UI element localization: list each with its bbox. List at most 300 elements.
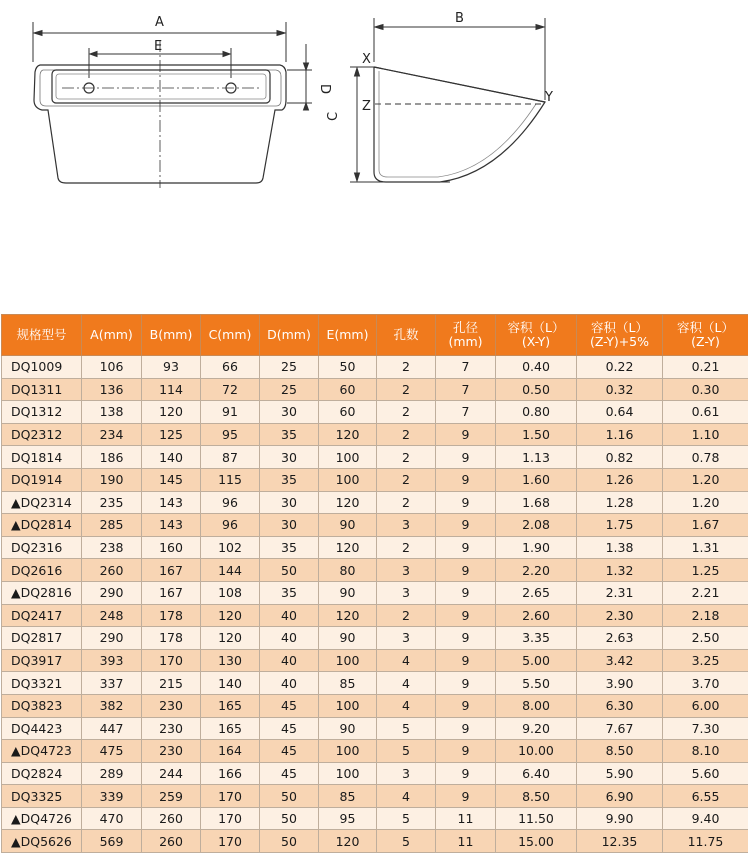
model-cell: DQ2316 — [2, 536, 82, 559]
table-body — [2, 356, 748, 853]
table-cell: 25 — [260, 356, 319, 379]
table-cell: 10.00 — [496, 740, 577, 763]
table-cell: 382 — [82, 694, 142, 717]
table-cell: 45 — [260, 717, 319, 740]
bucket-technical-drawing — [0, 0, 748, 215]
table-cell: 2.60 — [496, 604, 577, 627]
front-view — [33, 22, 312, 188]
table-cell: 30 — [260, 401, 319, 424]
dimension-c-label: C — [326, 112, 341, 121]
table-cell: 140 — [142, 446, 201, 469]
table-row — [2, 649, 748, 672]
table-cell: 248 — [82, 604, 142, 627]
table-row — [2, 762, 748, 785]
table-row — [2, 830, 748, 853]
table-cell: 230 — [142, 740, 201, 763]
model-cell: DQ2417 — [2, 604, 82, 627]
bucket-spec-table — [1, 314, 748, 853]
table-cell: 9 — [436, 672, 496, 695]
table-cell: 1.67 — [663, 514, 748, 537]
table-cell: 9 — [436, 491, 496, 514]
table-cell: 7.67 — [577, 717, 663, 740]
table-cell: 9 — [436, 423, 496, 446]
table-cell: 15.00 — [496, 830, 577, 853]
table-cell: 393 — [82, 649, 142, 672]
table-cell: 4 — [377, 694, 436, 717]
table-row — [2, 356, 748, 379]
side-view — [350, 18, 545, 182]
table-cell: 40 — [260, 627, 319, 650]
table-cell: 1.90 — [496, 536, 577, 559]
column-header — [82, 315, 142, 356]
table-cell: 2.30 — [577, 604, 663, 627]
table-cell: 339 — [82, 785, 142, 808]
table-cell: 8.50 — [496, 785, 577, 808]
dimension-b-label: B — [455, 11, 464, 26]
table-cell: 1.75 — [577, 514, 663, 537]
table-cell: 447 — [82, 717, 142, 740]
table-cell: 90 — [319, 581, 377, 604]
table-cell: 3.90 — [577, 672, 663, 695]
table-cell: 0.32 — [577, 378, 663, 401]
table-cell: 165 — [201, 717, 260, 740]
table-cell: 9 — [436, 604, 496, 627]
column-header-line: D(mm) — [260, 328, 318, 342]
table-cell: 3.25 — [663, 649, 748, 672]
table-cell: 100 — [319, 649, 377, 672]
table-cell: 3 — [377, 514, 436, 537]
table-cell: 9 — [436, 581, 496, 604]
column-header — [142, 315, 201, 356]
table-cell: 35 — [260, 581, 319, 604]
table-cell: 0.50 — [496, 378, 577, 401]
table-cell: 190 — [82, 468, 142, 491]
table-cell: 2 — [377, 378, 436, 401]
table-cell: 186 — [82, 446, 142, 469]
table-cell: 1.38 — [577, 536, 663, 559]
table-cell: 1.13 — [496, 446, 577, 469]
table-cell: 87 — [201, 446, 260, 469]
column-header — [201, 315, 260, 356]
table-cell: 260 — [82, 559, 142, 582]
table-cell: 0.82 — [577, 446, 663, 469]
table-cell: 100 — [319, 740, 377, 763]
table-cell: 0.40 — [496, 356, 577, 379]
table-cell: 6.90 — [577, 785, 663, 808]
table-cell: 0.78 — [663, 446, 748, 469]
table-cell: 2 — [377, 468, 436, 491]
table-cell: 3.70 — [663, 672, 748, 695]
table-cell: 143 — [142, 491, 201, 514]
table-cell: 0.64 — [577, 401, 663, 424]
table-cell: 337 — [82, 672, 142, 695]
table-cell: 11.50 — [496, 807, 577, 830]
table-cell: 230 — [142, 717, 201, 740]
column-header-line: A(mm) — [82, 328, 141, 342]
table-cell: 90 — [319, 627, 377, 650]
column-header-line: 孔数 — [377, 328, 435, 342]
table-cell: 1.32 — [577, 559, 663, 582]
table-cell: 120 — [201, 604, 260, 627]
table-cell: 100 — [319, 762, 377, 785]
column-header — [496, 315, 577, 356]
table-row — [2, 627, 748, 650]
model-cell: DQ3325 — [2, 785, 82, 808]
table-cell: 2 — [377, 401, 436, 424]
column-header-line: (mm) — [436, 335, 495, 349]
table-cell: 120 — [319, 536, 377, 559]
table-cell: 3 — [377, 627, 436, 650]
table-cell: 85 — [319, 785, 377, 808]
dimension-d-label: D — [317, 84, 332, 94]
table-cell: 0.21 — [663, 356, 748, 379]
table-cell: 8.10 — [663, 740, 748, 763]
column-header-line: 容积（L） — [577, 321, 662, 335]
table-cell: 40 — [260, 604, 319, 627]
table-cell: 2.18 — [663, 604, 748, 627]
table-cell: 2 — [377, 446, 436, 469]
table-cell: 7 — [436, 401, 496, 424]
table-cell: 259 — [142, 785, 201, 808]
table-cell: 30 — [260, 514, 319, 537]
model-cell: DQ1814 — [2, 446, 82, 469]
table-cell: 167 — [142, 581, 201, 604]
table-cell: 165 — [201, 694, 260, 717]
table-cell: 2 — [377, 356, 436, 379]
column-header-line: 规格型号 — [2, 328, 81, 342]
table-cell: 290 — [82, 627, 142, 650]
column-header-line: (Z-Y)+5% — [577, 335, 662, 349]
table-cell: 569 — [82, 830, 142, 853]
table-cell: 1.10 — [663, 423, 748, 446]
point-x-label: X — [362, 52, 371, 67]
table-cell: 1.60 — [496, 468, 577, 491]
table-row — [2, 536, 748, 559]
table-cell: 95 — [319, 807, 377, 830]
table-cell: 4 — [377, 649, 436, 672]
table-cell: 2.31 — [577, 581, 663, 604]
column-header — [577, 315, 663, 356]
column-header-line: (X-Y) — [496, 335, 576, 349]
table-cell: 9 — [436, 446, 496, 469]
column-header — [436, 315, 496, 356]
table-cell: 9 — [436, 468, 496, 491]
column-header — [663, 315, 748, 356]
table-cell: 5 — [377, 717, 436, 740]
model-cell: DQ1914 — [2, 468, 82, 491]
table-cell: 475 — [82, 740, 142, 763]
table-cell: 7 — [436, 378, 496, 401]
table-cell: 160 — [142, 536, 201, 559]
table-cell: 50 — [319, 356, 377, 379]
table-cell: 50 — [260, 559, 319, 582]
model-cell: DQ2824 — [2, 762, 82, 785]
table-cell: 45 — [260, 694, 319, 717]
table-cell: 96 — [201, 514, 260, 537]
table-cell: 6.30 — [577, 694, 663, 717]
table-cell: 170 — [201, 785, 260, 808]
table-cell: 0.22 — [577, 356, 663, 379]
model-cell: ▲DQ4723 — [2, 740, 82, 763]
table-cell: 166 — [201, 762, 260, 785]
table-cell: 1.68 — [496, 491, 577, 514]
column-header-line: C(mm) — [201, 328, 259, 342]
table-cell: 9 — [436, 762, 496, 785]
table-cell: 50 — [260, 785, 319, 808]
table-cell: 3 — [377, 762, 436, 785]
table-cell: 9 — [436, 717, 496, 740]
table-cell: 120 — [319, 830, 377, 853]
table-cell: 164 — [201, 740, 260, 763]
table-cell: 260 — [142, 807, 201, 830]
table-cell: 120 — [319, 491, 377, 514]
table-cell: 100 — [319, 694, 377, 717]
model-cell: DQ4423 — [2, 717, 82, 740]
table-cell: 130 — [201, 649, 260, 672]
table-row — [2, 672, 748, 695]
table-cell: 90 — [319, 717, 377, 740]
table-cell: 144 — [201, 559, 260, 582]
table-row — [2, 423, 748, 446]
table-cell: 45 — [260, 762, 319, 785]
table-cell: 85 — [319, 672, 377, 695]
model-cell: ▲DQ2816 — [2, 581, 82, 604]
table-cell: 0.80 — [496, 401, 577, 424]
model-cell: DQ2312 — [2, 423, 82, 446]
table-cell: 1.20 — [663, 491, 748, 514]
table-cell: 114 — [142, 378, 201, 401]
table-cell: 4 — [377, 672, 436, 695]
table-cell: 0.30 — [663, 378, 748, 401]
table-cell: 9.90 — [577, 807, 663, 830]
table-cell: 3 — [377, 581, 436, 604]
table-cell: 96 — [201, 491, 260, 514]
model-cell: DQ3917 — [2, 649, 82, 672]
model-cell: ▲DQ2314 — [2, 491, 82, 514]
table-cell: 40 — [260, 672, 319, 695]
table-cell: 100 — [319, 446, 377, 469]
point-y-label: Y — [544, 90, 553, 105]
table-cell: 11 — [436, 830, 496, 853]
table-cell: 1.16 — [577, 423, 663, 446]
table-cell: 2.21 — [663, 581, 748, 604]
table-cell: 9.40 — [663, 807, 748, 830]
table-cell: 3 — [377, 559, 436, 582]
table-cell: 35 — [260, 536, 319, 559]
table-cell: 2 — [377, 536, 436, 559]
table-row — [2, 401, 748, 424]
table-cell: 238 — [82, 536, 142, 559]
table-row — [2, 491, 748, 514]
table-cell: 230 — [142, 694, 201, 717]
table-cell: 9 — [436, 514, 496, 537]
table-cell: 6.55 — [663, 785, 748, 808]
table-cell: 50 — [260, 830, 319, 853]
dimension-e-label: E — [154, 39, 162, 54]
dimension-a-label: A — [155, 15, 164, 30]
model-cell: DQ2616 — [2, 559, 82, 582]
table-cell: 4 — [377, 785, 436, 808]
table-cell: 66 — [201, 356, 260, 379]
table-cell: 9 — [436, 649, 496, 672]
table-cell: 60 — [319, 378, 377, 401]
table-cell: 170 — [201, 830, 260, 853]
table-cell: 6.40 — [496, 762, 577, 785]
table-cell: 1.50 — [496, 423, 577, 446]
table-row — [2, 604, 748, 627]
table-cell: 95 — [201, 423, 260, 446]
table-cell: 100 — [319, 468, 377, 491]
table-row — [2, 446, 748, 469]
table-cell: 11.75 — [663, 830, 748, 853]
column-header-line: B(mm) — [142, 328, 200, 342]
table-cell: 2.50 — [663, 627, 748, 650]
table-row — [2, 581, 748, 604]
model-cell: DQ1312 — [2, 401, 82, 424]
table-cell: 9 — [436, 740, 496, 763]
table-cell: 5.90 — [577, 762, 663, 785]
table-cell: 35 — [260, 423, 319, 446]
table-cell: 2 — [377, 491, 436, 514]
model-cell: DQ3321 — [2, 672, 82, 695]
table-header-row — [2, 315, 748, 356]
model-cell: ▲DQ4726 — [2, 807, 82, 830]
table-cell: 3.42 — [577, 649, 663, 672]
table-cell: 1.25 — [663, 559, 748, 582]
table-cell: 5.00 — [496, 649, 577, 672]
table-cell: 102 — [201, 536, 260, 559]
table-cell: 9 — [436, 627, 496, 650]
table-cell: 3.35 — [496, 627, 577, 650]
table-cell: 25 — [260, 378, 319, 401]
table-cell: 12.35 — [577, 830, 663, 853]
table-cell: 470 — [82, 807, 142, 830]
table-cell: 125 — [142, 423, 201, 446]
table-cell: 8.50 — [577, 740, 663, 763]
table-cell: 1.31 — [663, 536, 748, 559]
model-cell: ▲DQ2814 — [2, 514, 82, 537]
table-cell: 7 — [436, 356, 496, 379]
table-cell: 2 — [377, 604, 436, 627]
table-cell: 40 — [260, 649, 319, 672]
table-cell: 0.61 — [663, 401, 748, 424]
table-cell: 244 — [142, 762, 201, 785]
table-cell: 285 — [82, 514, 142, 537]
table-row — [2, 740, 748, 763]
table-row — [2, 807, 748, 830]
table-cell: 90 — [319, 514, 377, 537]
column-header-line: 孔径 — [436, 321, 495, 335]
table-cell: 5.60 — [663, 762, 748, 785]
table-cell: 1.20 — [663, 468, 748, 491]
model-cell: DQ1009 — [2, 356, 82, 379]
table-cell: 106 — [82, 356, 142, 379]
table-row — [2, 468, 748, 491]
column-header-line: 容积（L） — [496, 321, 576, 335]
table-cell: 120 — [142, 401, 201, 424]
table-cell: 60 — [319, 401, 377, 424]
table-cell: 167 — [142, 559, 201, 582]
table-cell: 9 — [436, 694, 496, 717]
table-cell: 91 — [201, 401, 260, 424]
point-z-label: Z — [362, 99, 371, 114]
table-row — [2, 559, 748, 582]
table-cell: 11 — [436, 807, 496, 830]
table-cell: 2.20 — [496, 559, 577, 582]
table-cell: 50 — [260, 807, 319, 830]
table-cell: 9 — [436, 536, 496, 559]
table-cell: 5.50 — [496, 672, 577, 695]
table-cell: 120 — [201, 627, 260, 650]
table-cell: 6.00 — [663, 694, 748, 717]
table-cell: 290 — [82, 581, 142, 604]
table-cell: 8.00 — [496, 694, 577, 717]
table-cell: 289 — [82, 762, 142, 785]
table-cell: 30 — [260, 491, 319, 514]
table-cell: 72 — [201, 378, 260, 401]
table-cell: 140 — [201, 672, 260, 695]
table-cell: 7.30 — [663, 717, 748, 740]
table-row — [2, 717, 748, 740]
table-cell: 178 — [142, 627, 201, 650]
table-cell: 2 — [377, 423, 436, 446]
table-cell: 2.63 — [577, 627, 663, 650]
table-cell: 170 — [201, 807, 260, 830]
column-header — [319, 315, 377, 356]
model-cell: DQ1311 — [2, 378, 82, 401]
table-row — [2, 785, 748, 808]
column-header-line: (Z-Y) — [663, 335, 748, 349]
table-row — [2, 514, 748, 537]
table-cell: 138 — [82, 401, 142, 424]
table-cell: 9 — [436, 785, 496, 808]
table-cell: 108 — [201, 581, 260, 604]
table-cell: 80 — [319, 559, 377, 582]
table-row — [2, 694, 748, 717]
table-cell: 5 — [377, 807, 436, 830]
table-cell: 5 — [377, 830, 436, 853]
table-cell: 115 — [201, 468, 260, 491]
table-row — [2, 378, 748, 401]
table-cell: 5 — [377, 740, 436, 763]
table-cell: 178 — [142, 604, 201, 627]
table-cell: 215 — [142, 672, 201, 695]
table-cell: 120 — [319, 423, 377, 446]
table-cell: 9.20 — [496, 717, 577, 740]
model-cell: ▲DQ5626 — [2, 830, 82, 853]
table-cell: 143 — [142, 514, 201, 537]
column-header — [377, 315, 436, 356]
table-cell: 45 — [260, 740, 319, 763]
model-cell: DQ2817 — [2, 627, 82, 650]
table-cell: 235 — [82, 491, 142, 514]
column-header — [260, 315, 319, 356]
table-cell: 260 — [142, 830, 201, 853]
column-header-line: 容积（L） — [663, 321, 748, 335]
table-cell: 35 — [260, 468, 319, 491]
table-cell: 30 — [260, 446, 319, 469]
table-cell: 145 — [142, 468, 201, 491]
table-cell: 2.65 — [496, 581, 577, 604]
table-cell: 136 — [82, 378, 142, 401]
table-cell: 234 — [82, 423, 142, 446]
table-cell: 170 — [142, 649, 201, 672]
table-cell: 93 — [142, 356, 201, 379]
table-cell: 2.08 — [496, 514, 577, 537]
table-cell: 1.26 — [577, 468, 663, 491]
column-header-line: E(mm) — [319, 328, 376, 342]
column-header — [2, 315, 82, 356]
